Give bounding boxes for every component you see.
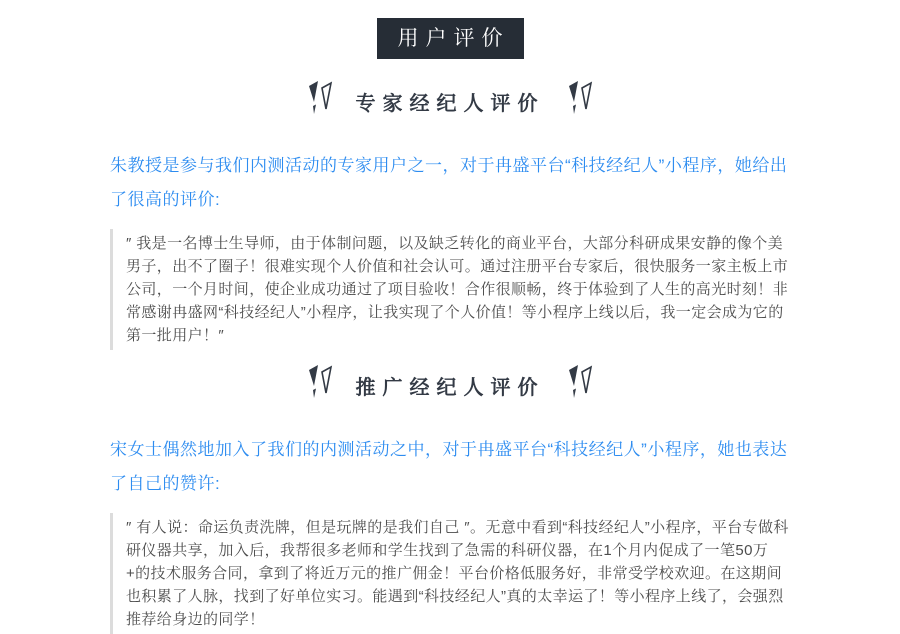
section-intro-text: 朱教授是参与我们内测活动的专家用户之一，对于冉盛平台“科技经纪人”小程序，她给出了很高的评价: bbox=[110, 156, 788, 210]
section-heading: 推广经纪人评价 bbox=[355, 377, 545, 400]
banner-wrap bbox=[0, 0, 900, 59]
page-title: 用户评价 bbox=[397, 27, 510, 50]
section-heading-row bbox=[110, 80, 790, 120]
quote-marks-right-icon bbox=[567, 80, 594, 116]
content bbox=[110, 80, 790, 634]
page-title-banner bbox=[377, 18, 524, 59]
quote-marks-left-icon bbox=[307, 364, 334, 400]
section-promotion-broker-reviews bbox=[110, 364, 790, 634]
section-heading: 专家经纪人评价 bbox=[355, 93, 545, 116]
section-heading-row bbox=[110, 364, 790, 404]
testimonial-quote: ″ 我是一名博士生导师，由于体制问题，以及缺乏转化的商业平台，大部分科研成果安静的像个美男子，出不了圈子！很难实现个人价值和社会认可。通过注册平台专家后，很快服务一家主板上市公司，一个月时间，使企业成功通过了项目验收！合作很顺畅，终于体验到了人生的高光时刻！非常感谢冉盛网“科技经纪人”小程序，让我实现了个人价值！等小程序上线以后，我一定会成为它的第一批用户！″ bbox=[110, 229, 790, 350]
section-expert-broker-reviews bbox=[110, 80, 790, 350]
quote-marks-right-icon bbox=[567, 364, 594, 400]
quote-marks-left-icon bbox=[307, 80, 334, 116]
testimonial-quote: ″ 有人说：命运负责洗牌，但是玩牌的是我们自己 ″。无意中看到“科技经纪人”小程序，平台专做科研仪器共享，加入后，我帮很多老师和学生找到了急需的科研仪器，在1个月内促成了一笔50万+的技术服务合同，拿到了将近万元的推广佣金！平台价格低服务好，非常受学校欢迎。在这期间也积累了人脉，找到了好单位实习。能遇到“科技经纪人”真的太幸运了！等小程序上线了，会强烈推荐给身边的同学！ bbox=[110, 513, 790, 634]
section-intro-text: 宋女士偶然地加入了我们的内测活动之中，对于冉盛平台“科技经纪人”小程序，她也表达了自己的赞许: bbox=[110, 440, 788, 494]
